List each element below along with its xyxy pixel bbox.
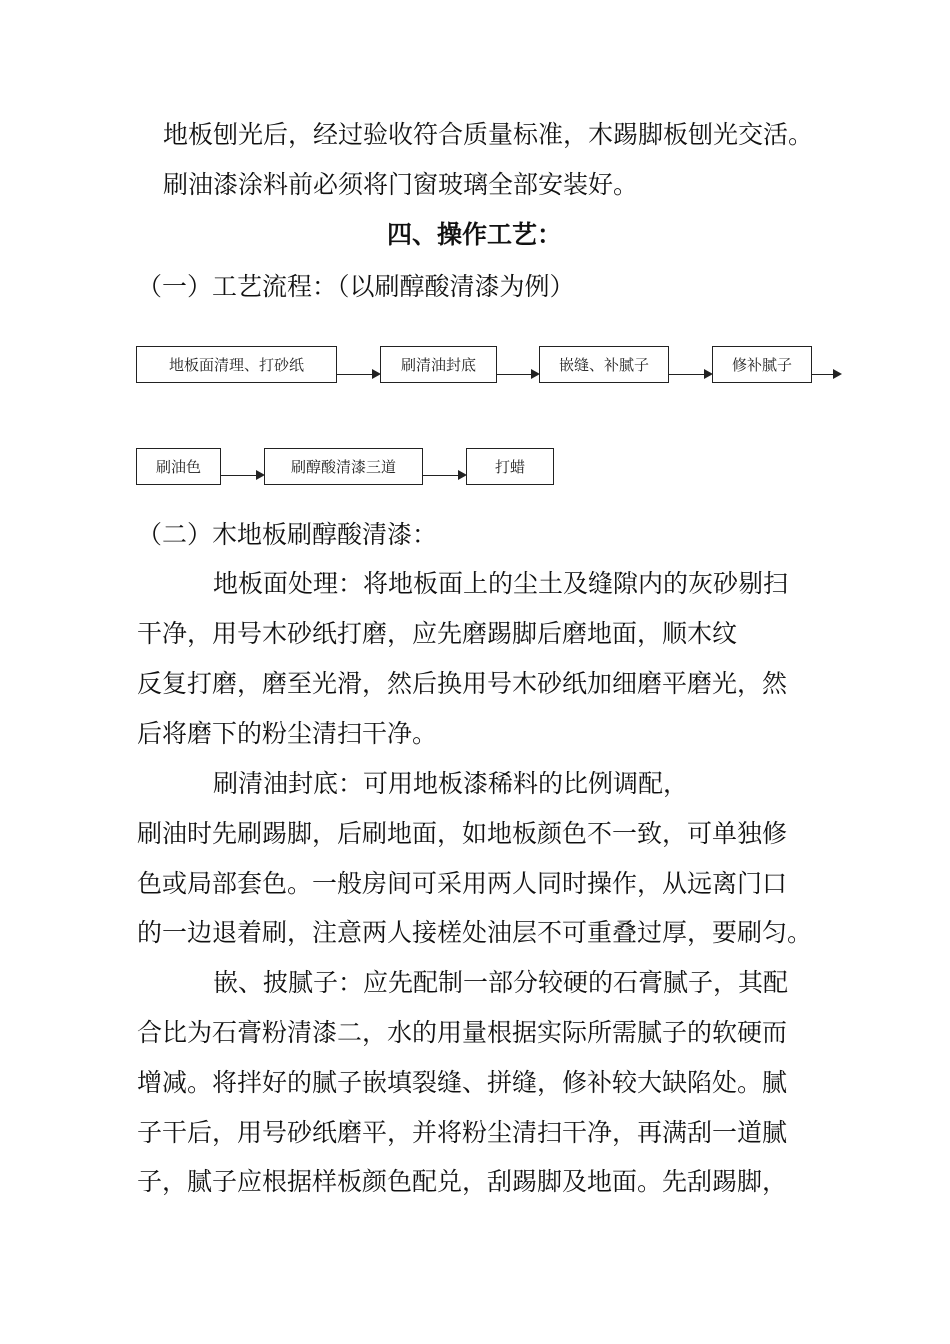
subsection-title-1: （一）工艺流程：（以刷醇酸清漆为例） xyxy=(137,272,575,301)
paragraph-line: 后将磨下的粉尘清扫干净。 xyxy=(137,719,438,748)
flow-step-4: 修补腻子 xyxy=(712,346,812,383)
paragraph-line: 色或局部套色。一般房间可采用两人同时操作，从远离门口 xyxy=(137,869,788,898)
flow-step-3: 嵌缝、补腻子 xyxy=(539,346,669,383)
paragraph-line: 子，腻子应根据样板颜色配兑，刮踢脚及地面。先刮踢脚， xyxy=(137,1167,788,1196)
intro-line-2: 刷油漆涂料前必须将门窗玻璃全部安装好。 xyxy=(163,170,639,199)
flow-step-1: 地板面清理、打砂纸 xyxy=(136,346,337,383)
subsection-title-2: （二）木地板刷醇酸清漆： xyxy=(137,520,438,549)
paragraph-line: 反复打磨，磨至光滑，然后换用号木砂纸加细磨平磨光，然 xyxy=(137,669,788,698)
flow-arrow-4 xyxy=(812,374,840,375)
flow-arrow-1 xyxy=(337,374,379,375)
paragraph-line: 嵌、披腻子：应先配制一部分较硬的石膏腻子，其配 xyxy=(213,968,789,997)
flow-step-6: 刷醇酸清漆三道 xyxy=(264,448,423,485)
paragraph-line: 增减。将拌好的腻子嵌填裂缝、拼缝，修补较大缺陷处。腻 xyxy=(137,1068,788,1097)
flow-step-5: 刷油色 xyxy=(136,448,221,485)
paragraph-line: 地板面处理：将地板面上的尘土及缝隙内的灰砂剔扫 xyxy=(213,569,789,598)
paragraph-line: 子干后，用号砂纸磨平，并将粉尘清扫干净，再满刮一道腻 xyxy=(137,1118,788,1147)
flow-arrow-3 xyxy=(669,374,711,375)
flow-arrow-6 xyxy=(423,475,465,476)
paragraph-line: 刷清油封底：可用地板漆稀料的比例调配， xyxy=(213,769,689,798)
flow-step-7: 打蜡 xyxy=(466,448,554,485)
paragraph-line: 干净，用号木砂纸打磨，应先磨踢脚后磨地面，顺木纹 xyxy=(137,619,738,648)
paragraph-line: 刷油时先刷踢脚，后刷地面，如地板颜色不一致，可单独修 xyxy=(137,819,788,848)
paragraph-line: 合比为石膏粉清漆二，水的用量根据实际所需腻子的软硬而 xyxy=(137,1018,788,1047)
paragraph-line: 的一边退着刷，注意两人接槎处油层不可重叠过厚，要刷匀。 xyxy=(137,918,813,947)
flow-arrow-2 xyxy=(497,374,538,375)
flow-step-2: 刷清油封底 xyxy=(380,346,497,383)
intro-line-1: 地板刨光后，经过验收符合质量标准，木踢脚板刨光交活。 xyxy=(163,120,814,149)
section-title: 四、操作工艺： xyxy=(387,220,563,249)
flow-arrow-5 xyxy=(221,475,263,476)
